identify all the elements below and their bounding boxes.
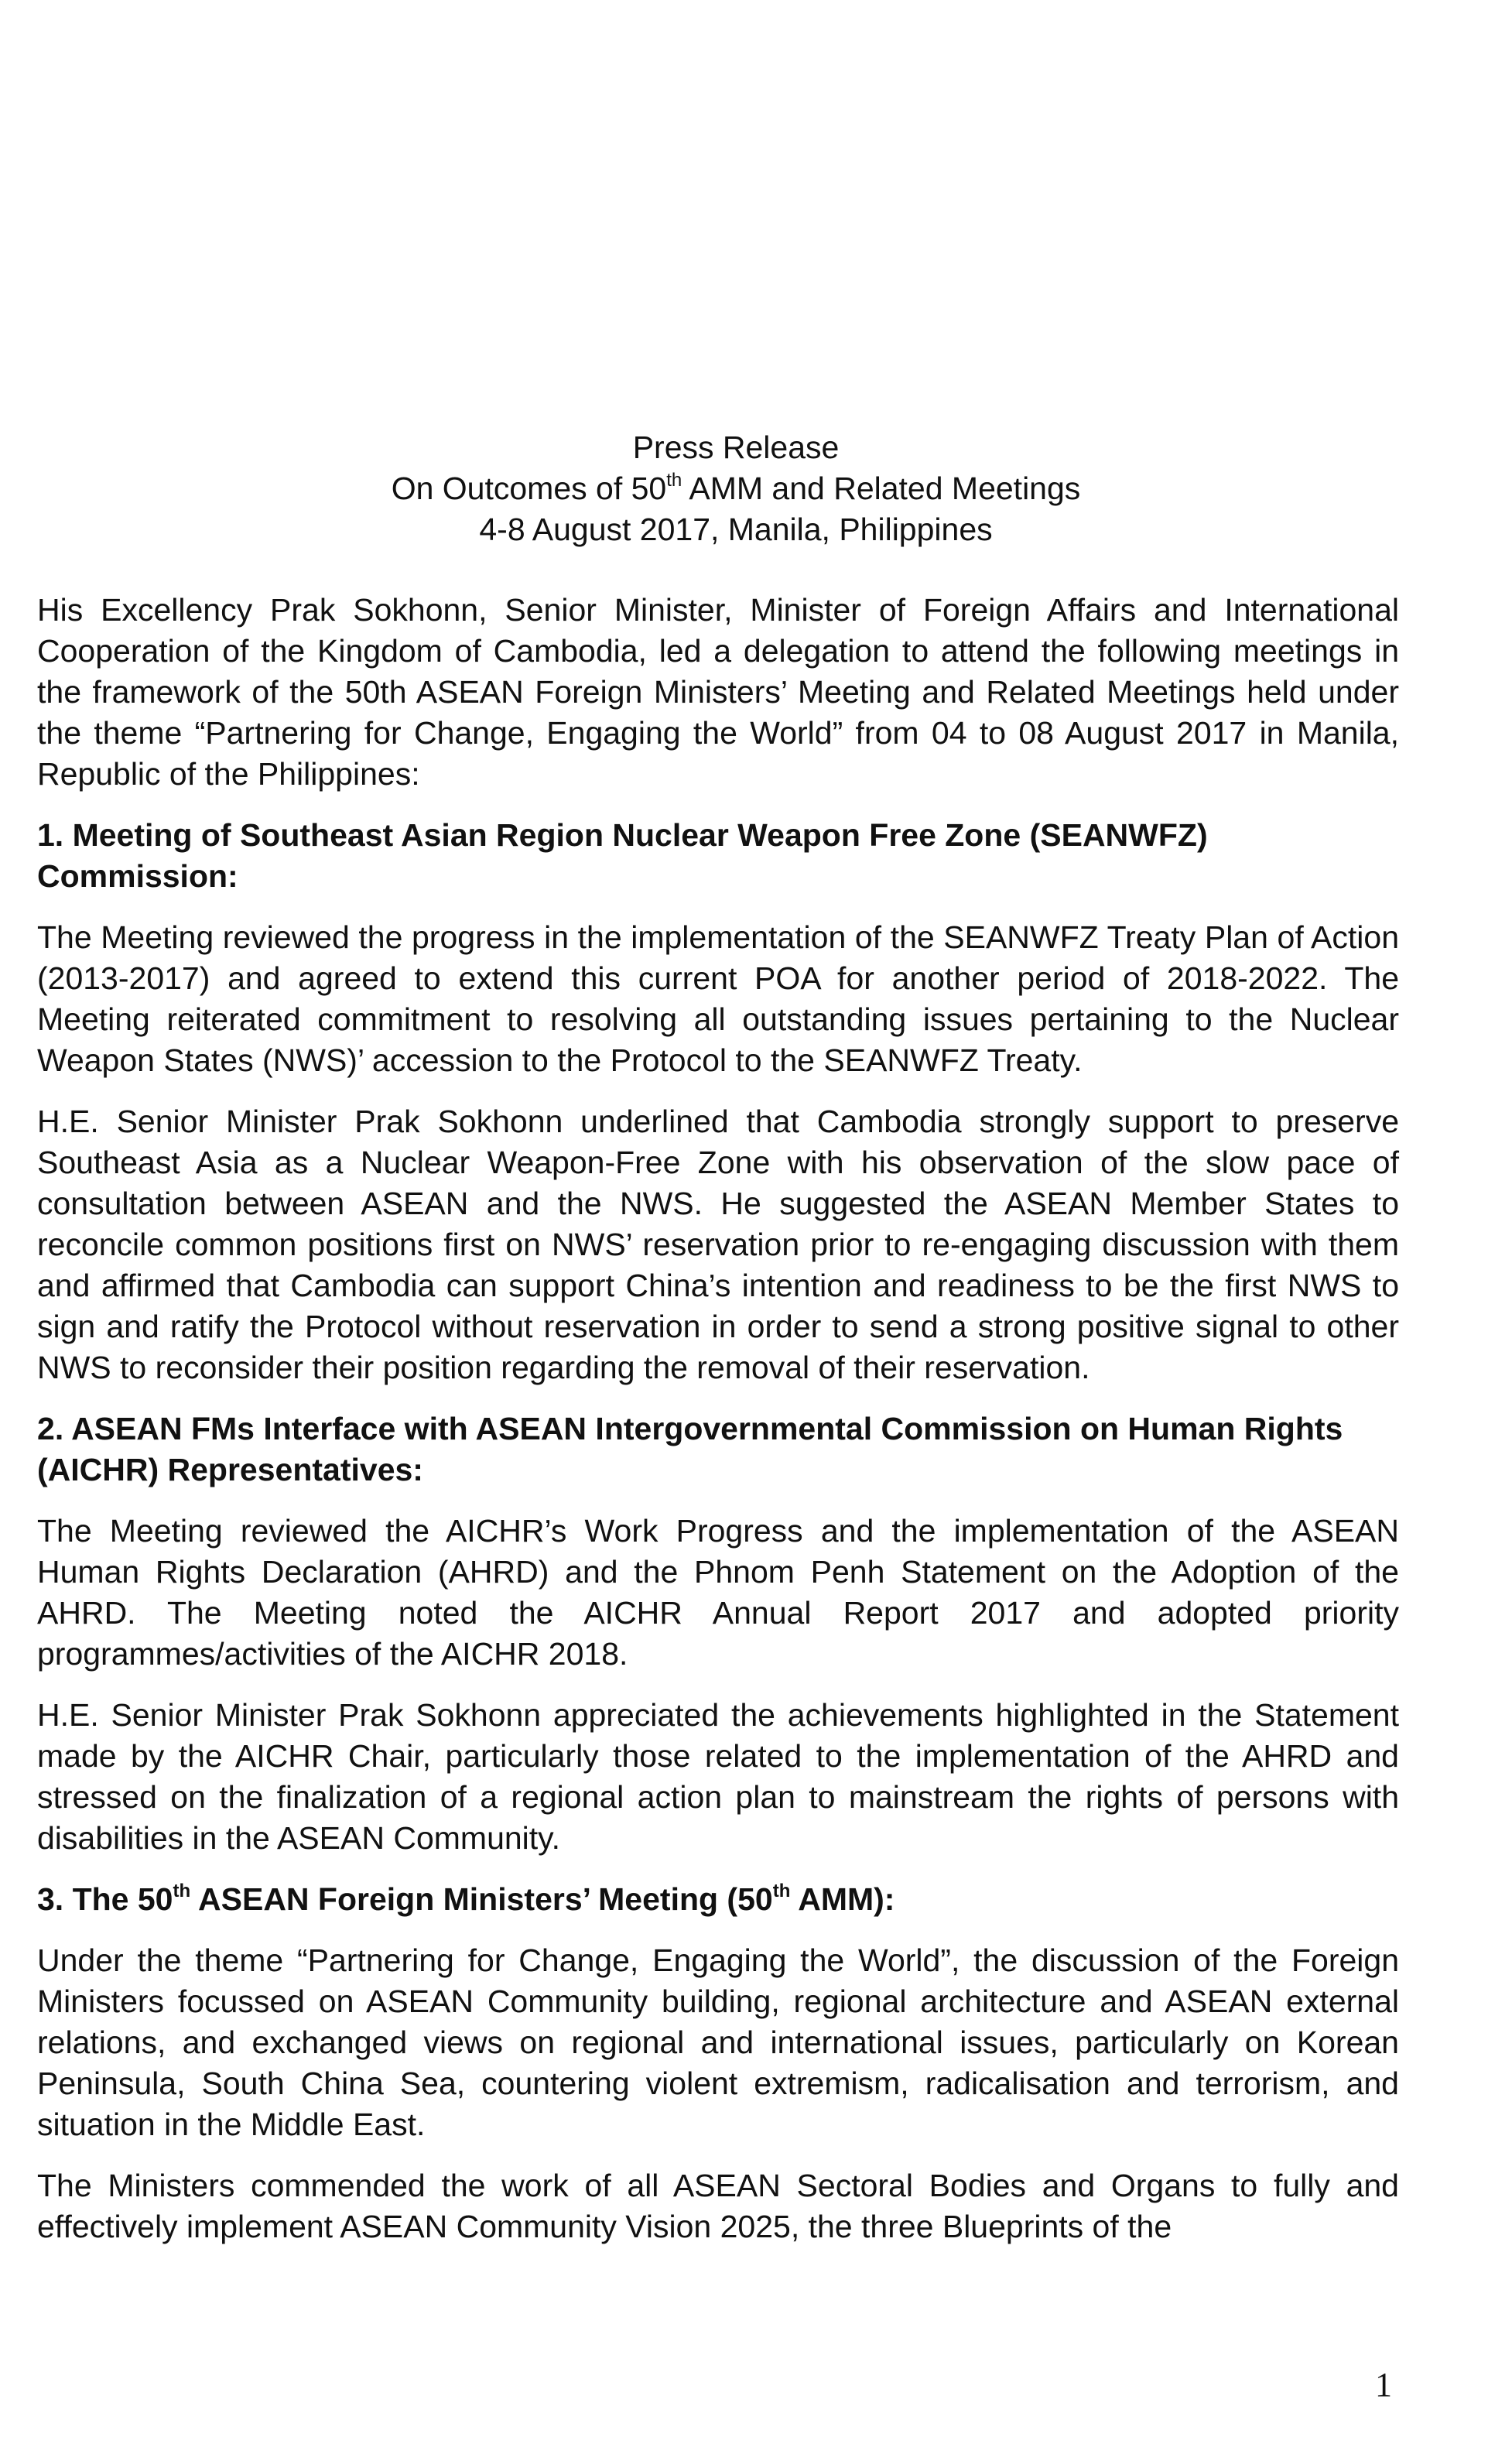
section-1-heading: 1. Meeting of Southeast Asian Region Nuclear Weapon Free Zone (SEANWFZ) Commission: [37, 817, 1208, 894]
section-3-heading-part-1: 3. The 50 [37, 1881, 173, 1917]
section-3-paragraph-2: The Ministers commended the work of all ASEAN Sectoral Bodies and Organs to fully and effectively implement ASEAN Community Vision 2025, the three Blueprints of the [37, 2168, 1399, 2244]
section-3-heading [37, 1879, 1399, 1920]
header-outcomes-suffix: AMM and Related Meetings [682, 471, 1081, 506]
section-2-paragraph-1: The Meeting reviewed the AICHR’s Work Progress and the implementation of the ASEAN Human Rights Declaration (AHRD) and the Phnom Penh Statement on the Adoption of the AHRD. The Meeting noted the AICHR Annual Report 2017 and adopted priority programmes/activities of the AICHR 2018. [37, 1513, 1399, 1672]
header-outcomes-line [0, 468, 1512, 509]
section-2-paragraph-2: H.E. Senior Minister Prak Sokhonn appreciated the achievements highlighted in the Statement made by the AICHR Chair, particularly those related to the implementation of the AHRD and stressed on the finalization of a regional action plan to mainstream the rights of persons with disabilities in the ASEAN Community. [37, 1697, 1399, 1856]
section-3-heading-part-3: AMM): [790, 1881, 895, 1917]
section-2-heading [37, 1408, 1399, 1491]
page-number: 1 [1375, 2366, 1392, 2404]
header-outcomes-prefix: On Outcomes of 50 [391, 471, 667, 506]
document-body [37, 590, 1399, 2268]
section-3-paragraph-1: Under the theme “Partnering for Change, Engaging the World”, the discussion of the Foreign Ministers focussed on ASEAN Community building, regional architecture and ASEAN external relations, and exchanged views on regional and international issues, particularly on Korean Peninsula, South China Sea, countering violent extremism, radicalisation and terrorism, and situation in the Middle East. [37, 1942, 1399, 2142]
section-2-title: . ASEAN FMs Interface with ASEAN Intergovernmental Commission on Human Rights (AICHR) Representatives: [37, 1411, 1343, 1487]
press-release-header [0, 427, 1512, 550]
section-1-paragraph-2: H.E. Senior Minister Prak Sokhonn underlined that Cambodia strongly support to preserve Southeast Asia as a Nuclear Weapon-Free Zone with his observation of the slow pace of consultation between ASEAN and the NWS. He suggested the ASEAN Member States to reconcile common positions first on NWS’ reservation prior to re-engaging discussion with them and affirmed that Cambodia can support China’s intention and readiness to be the first NWS to sign and ratify the Protocol without reservation in order to send a strong positive signal to other NWS to reconsider their position regarding the removal of their reservation. [37, 1104, 1399, 1385]
section-3-heading-part-2: ASEAN Foreign Ministers’ Meeting (50 [190, 1881, 773, 1917]
section-3-superscript-2: th [772, 1881, 791, 1902]
section-1-paragraph-1: The Meeting reviewed the progress in the implementation of the SEANWFZ Treaty Plan of Action (2013-2017) and agreed to extend this current POA for another period of 2018-2022. The Meeting reiterated commitment to resolving all outstanding issues pertaining to the Nuclear Weapon States (NWS)’ accession to the Protocol to the SEANWFZ Treaty. [37, 919, 1399, 1078]
intro-paragraph: His Excellency Prak Sokhonn, Senior Minister, Minister of Foreign Affairs and International Cooperation of the Kingdom of Cambodia, led a delegation to attend the following meetings in the framework of the 50th ASEAN Foreign Ministers’ Meeting and Related Meetings held under the theme “Partnering for Change, Engaging the World” from 04 to 08 August 2017 in Manila, Republic of the Philippines: [37, 592, 1399, 792]
header-title: Press Release [632, 430, 840, 465]
header-outcomes-superscript: th [666, 470, 682, 491]
section-3-superscript-1: th [173, 1881, 191, 1902]
section-2-number: 2 [37, 1411, 55, 1446]
header-date-location: 4-8 August 2017, Manila, Philippines [479, 512, 993, 547]
